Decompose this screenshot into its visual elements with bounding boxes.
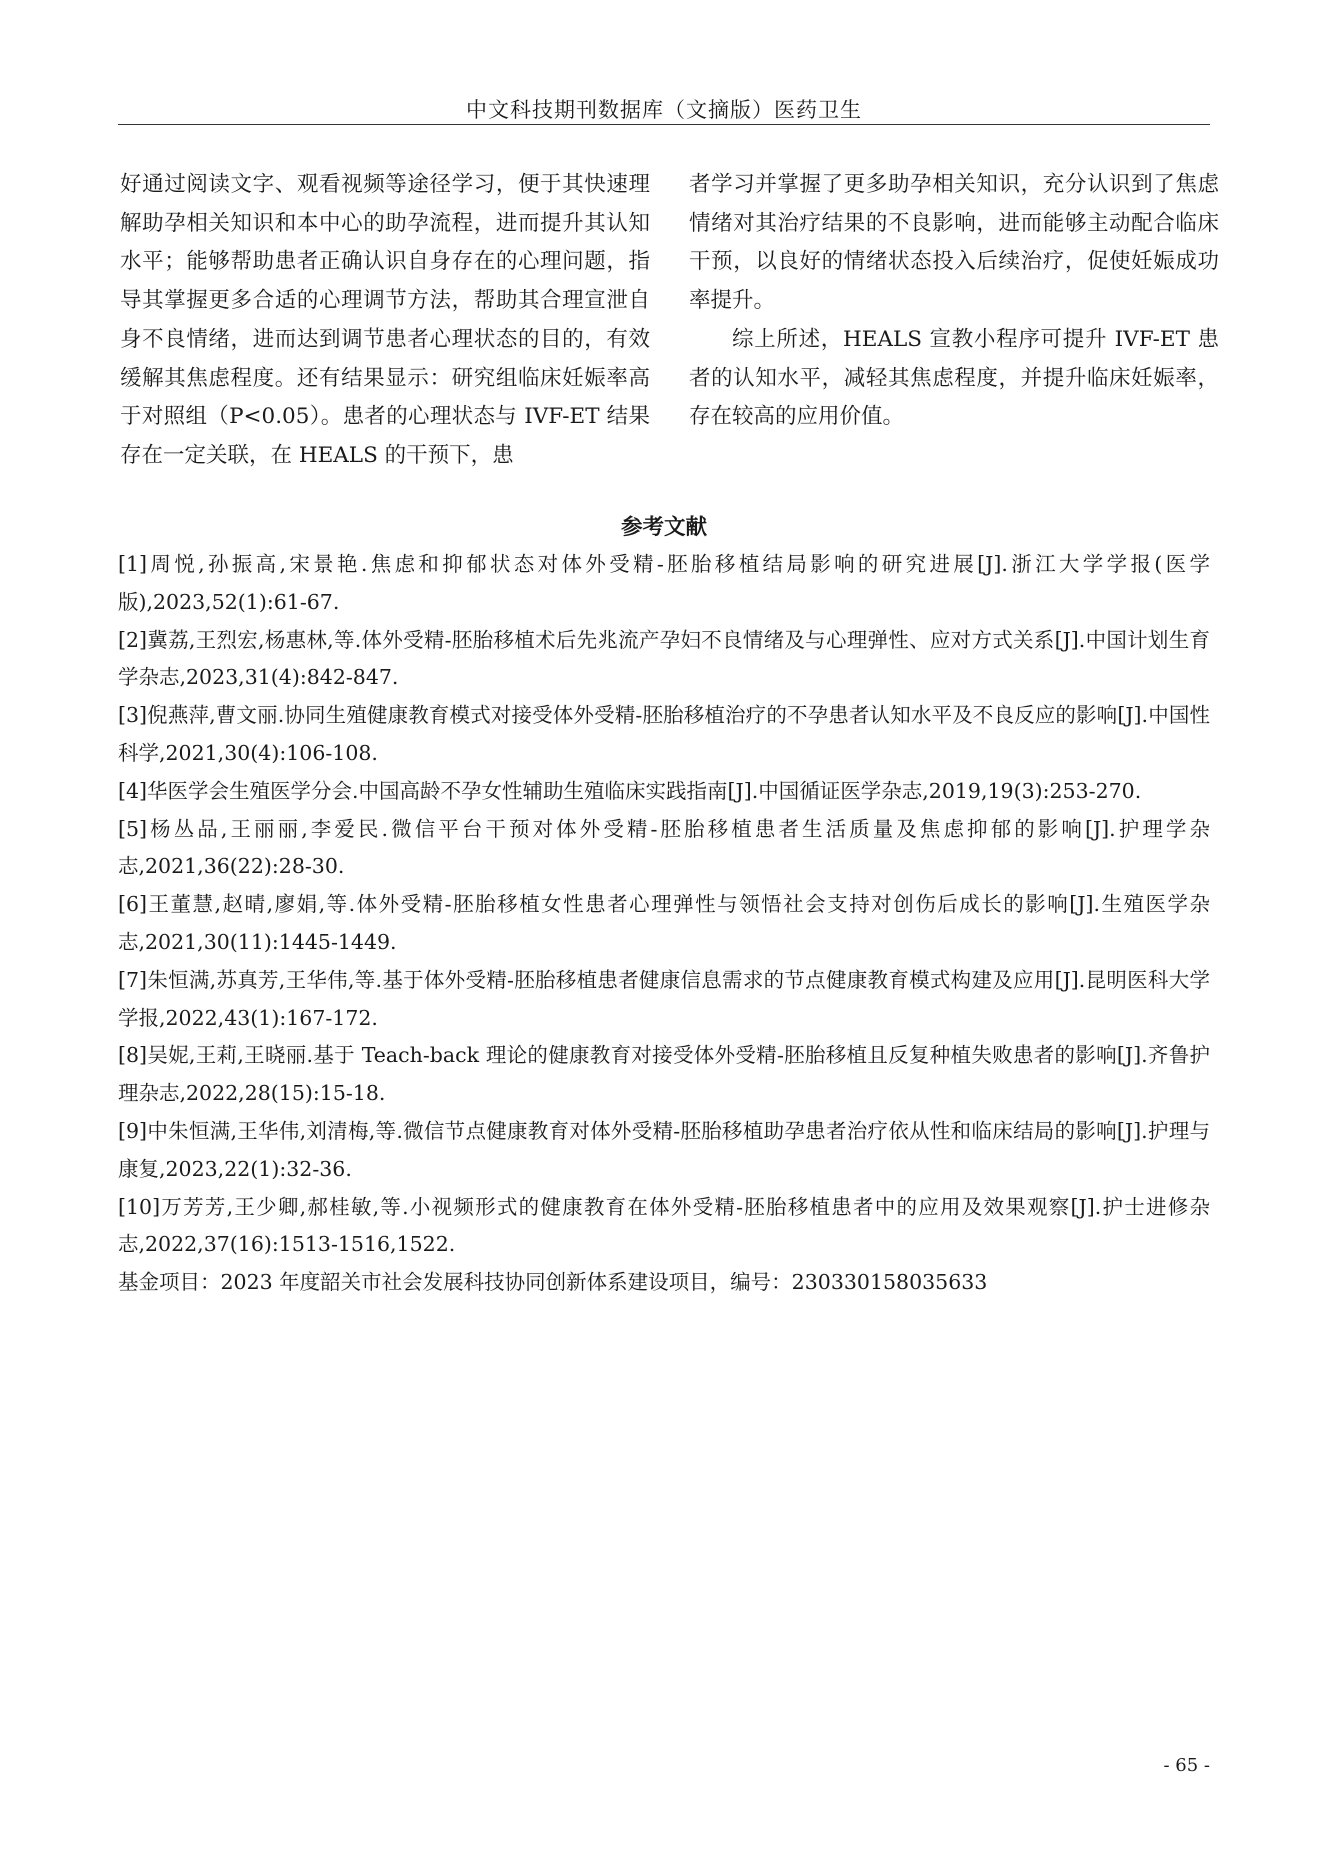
- funding-note: 基金项目：2023 年度韶关市社会发展科技协同创新体系建设项目，编号：230330158035633: [118, 1270, 988, 1295]
- right-column: [689, 166, 1219, 437]
- body-paragraph: 好通过阅读文字、观看视频等途径学习，便于其快速理解助孕相关知识和本中心的助孕流程，进而提升其认知水平；能够帮助患者正确认识自身存在的心理问题，指导其掌握更多合适的心理调节方法，帮助其合理宣泄自身不良情绪，进而达到调节患者心理状态的目的，有效缓解其焦虑程度。还有结果显示：研究组临床妊娠率高于对照组（P<0.05）。患者的心理状态与 IVF-ET 结果存在一定关联，在 HEALS 的干预下，患: [120, 172, 650, 468]
- reference-item: [8]吴妮,王莉,王晓丽.基于 Teach-back 理论的健康教育对接受体外受精-胚胎移植且反复种植失败患者的影响[J].齐鲁护理杂志,2022,28(15):15-18.: [118, 1043, 1210, 1106]
- left-column: [120, 166, 650, 476]
- reference-item: [4]华医学会生殖医学分会.中国高龄不孕女性辅助生殖临床实践指南[J].中国循证医学杂志,2019,19(3):253-270.: [118, 778, 1142, 803]
- reference-item: [9]中朱恒满,王华伟,刘清梅,等.微信节点健康教育对体外受精-胚胎移植助孕患者治疗依从性和临床结局的影响[J].护理与康复,2023,22(1):32-36.: [118, 1118, 1210, 1181]
- reference-item: [3]倪燕萍,曹文丽.协同生殖健康教育模式对接受体外受精-胚胎移植治疗的不孕患者认知水平及不良反应的影响[J].中国性科学,2021,30(4):106-108.: [118, 703, 1210, 765]
- references-list: [118, 546, 1210, 1302]
- reference-item: [10]万芳芳,王少卿,郝桂敏,等.小视频形式的健康教育在体外受精-胚胎移植患者中的应用及效果观察[J].护士进修杂志,2022,37(16):1513-1516,1522.: [118, 1194, 1210, 1257]
- body-paragraph: 者学习并掌握了更多助孕相关知识，充分认识到了焦虑情绪对其治疗结果的不良影响，进而能够主动配合临床干预，以良好的情绪状态投入后续治疗，促使妊娠成功率提升。: [689, 172, 1219, 314]
- page-number: - 65 -: [1163, 1755, 1210, 1776]
- reference-item: [6]王董慧,赵晴,廖娟,等.体外受精-胚胎移植女性患者心理弹性与领悟社会支持对创伤后成长的影响[J].生殖医学杂志,2021,30(11):1445-1449.: [118, 892, 1210, 954]
- conclusion-paragraph: 综上所述，HEALS 宣教小程序可提升 IVF-ET 患者的认知水平，减轻其焦虑程度，并提升临床妊娠率，存在较高的应用价值。: [689, 326, 1219, 430]
- references-heading: 参考文献: [620, 515, 707, 540]
- reference-item: [2]冀荔,王烈宏,杨惠林,等.体外受精-胚胎移植术后先兆流产孕妇不良情绪及与心理弹性、应对方式关系[J].中国计划生育学杂志,2023,31(4):842-847.: [118, 627, 1210, 690]
- reference-item: [5]杨丛品,王丽丽,李爱民.微信平台干预对体外受精-胚胎移植患者生活质量及焦虑抑郁的影响[J].护理学杂志,2021,36(22):28-30.: [118, 816, 1210, 879]
- reference-item: [1]周悦,孙振高,宋景艳.焦虑和抑郁状态对体外受精-胚胎移植结局影响的研究进展[J].浙江大学学报(医学版),2023,52(1):61-67.: [118, 552, 1210, 614]
- reference-item: [7]朱恒满,苏真芳,王华伟,等.基于体外受精-胚胎移植患者健康信息需求的节点健康教育模式构建及应用[J].昆明医科大学学报,2022,43(1):167-172.: [118, 967, 1210, 1030]
- header-divider: [118, 124, 1210, 125]
- journal-title: 中文科技期刊数据库（文摘版）医药卫生: [466, 98, 862, 122]
